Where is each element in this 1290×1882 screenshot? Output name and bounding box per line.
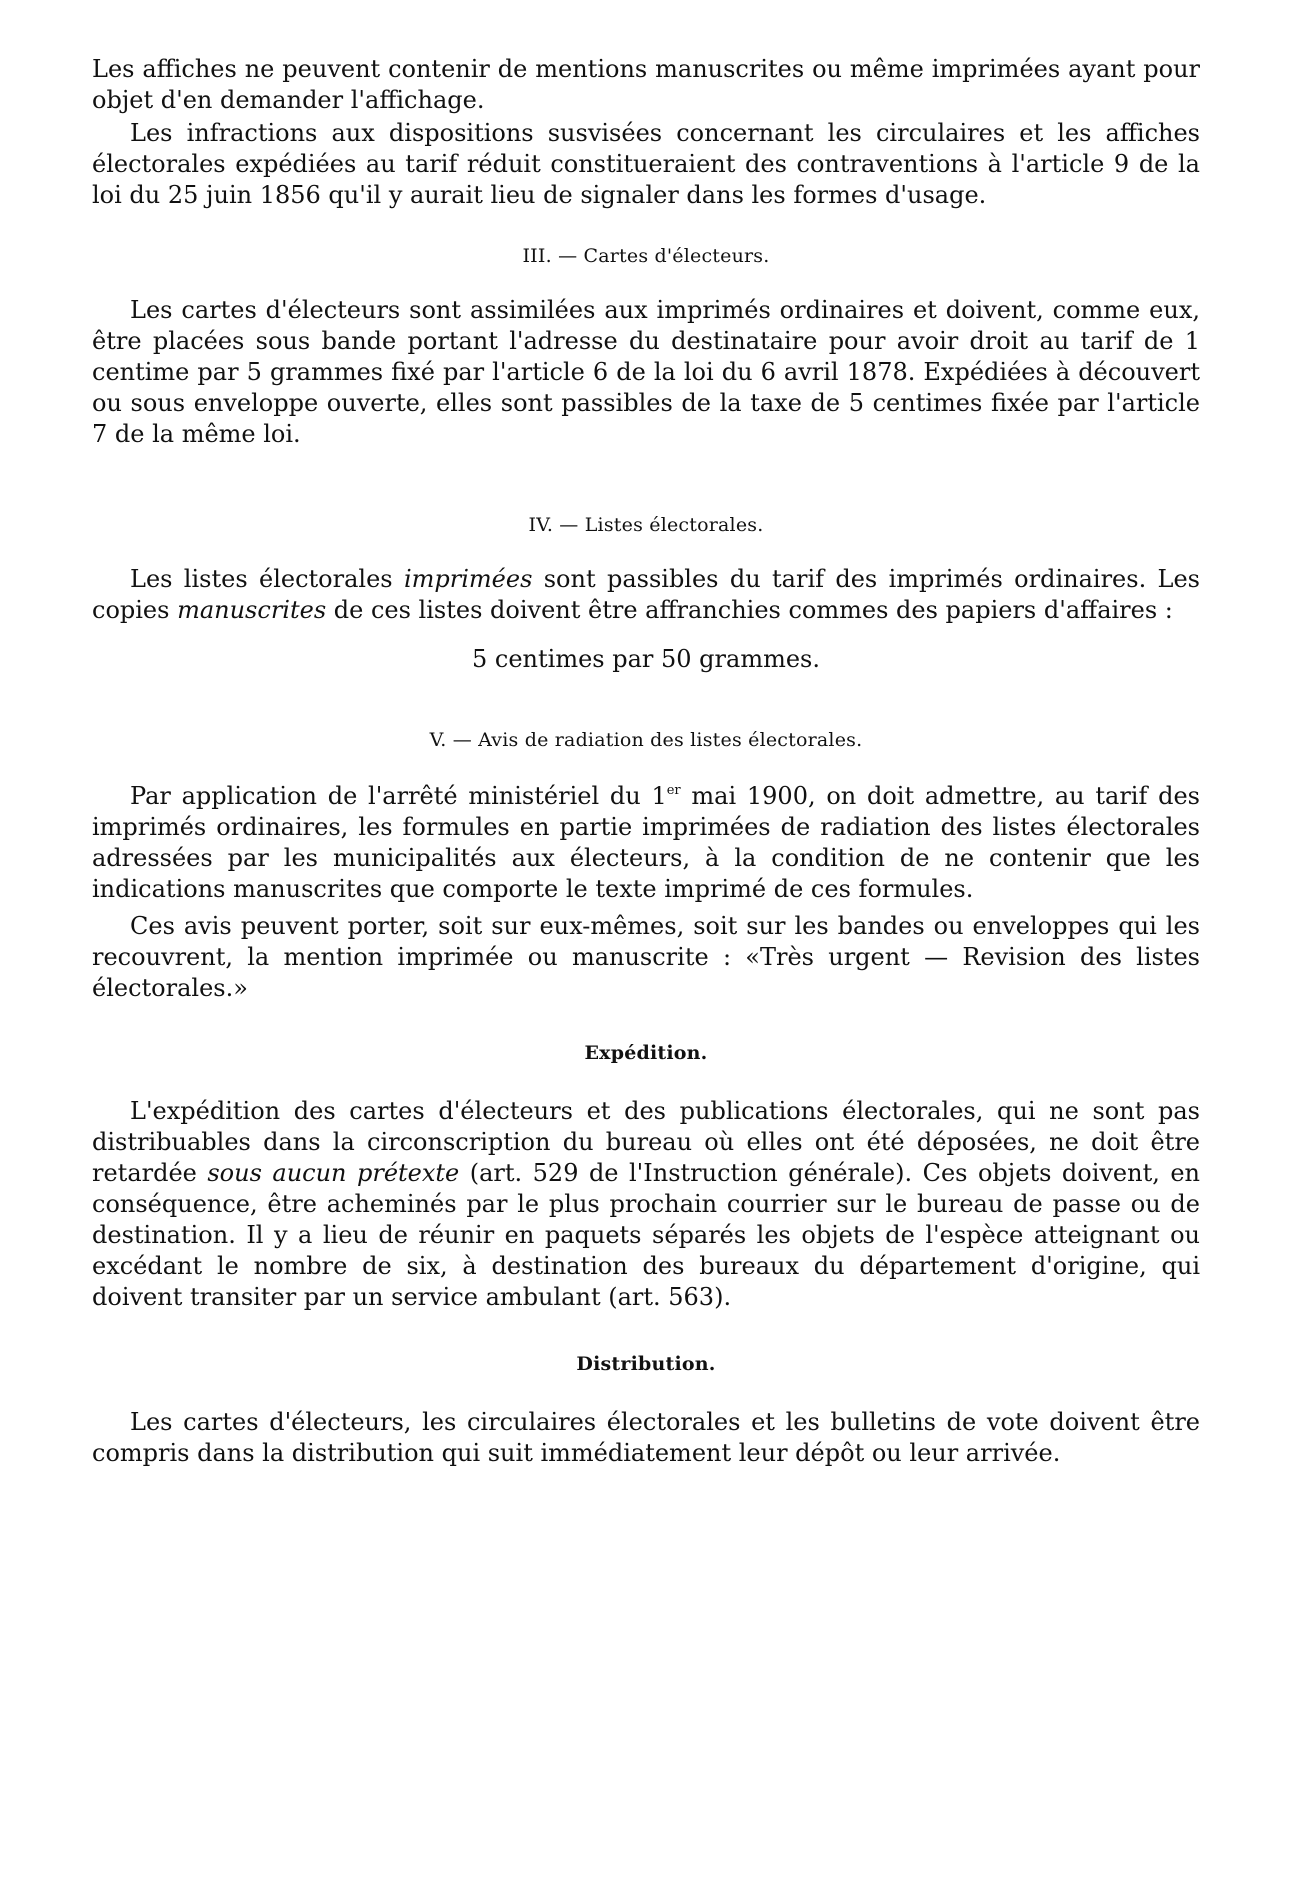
heading-avis-radiation: V. — Avis de radiation des listes électorales. (429, 729, 863, 751)
emphasis-manuscrites: manuscrites (177, 596, 327, 624)
emphasis-imprimees: imprimées (403, 565, 533, 593)
text-segment: (art. 529 de l'Instruction générale). Ces objets doivent, en conséquence, être acheminés par le plus prochain courrier sur le bureau de passe ou de destination. Il y a lieu de réunir en paquets séparés les objets de l'espèce atteignant ou excédant le nombre de six, à destination des bureaux du département d'origine, qui doivent transiter par un service ambulant (art. 563). (92, 1159, 1201, 1311)
text-segment: mai 1900, on doit admettre, au tarif des imprimés ordinaires, les formules en partie imprimées de radiation des listes électorales adressées par les municipalités aux électeurs, à la condition de ne contenir que les indications manuscrites que comporte le texte imprimé de ces formules. (92, 782, 1200, 903)
paragraph-cartes-electeurs: Les cartes d'électeurs sont assimilées aux imprimés ordinaires et doivent, comme eux, être placées sous bande portant l'adresse du destinataire pour avoir droit au tarif de 1 centime par 5 grammes fixé par l'article 6 de la loi du 6 avril 1878. Expédiées à découvert ou sous enveloppe ouverte, elles sont passibles de la taxe de 5 centimes fixée par l'article 7 de la même loi. (92, 296, 1200, 448)
superscript-er: er (666, 783, 681, 798)
text-segment: L'expédition des cartes d'électeurs et des publications électorales, qui ne sont pas distribuables dans la circonscription du bureau où elles ont été déposées, ne doit être retardée (92, 1097, 1200, 1187)
text-segment: sont passibles du tarif des imprimés ordinaires. Les copies (92, 565, 1201, 624)
paragraph-listes-electorales (92, 564, 1200, 626)
paragraph-mention-urgent: Ces avis peuvent porter, soit sur eux-mêmes, soit sur les bandes ou enveloppes qui les recouvrent, la mention imprimée ou manuscrite : «Très urgent — Revision des listes électorales.» (92, 912, 1200, 1002)
text-segment: Les listes électorales (130, 565, 404, 593)
heading-expedition: Expédition. (584, 1042, 708, 1064)
paragraph-distribution: Les cartes d'électeurs, les circulaires électorales et les bulletins de vote doivent être compris dans la distribution qui suit immédiatement leur dépôt ou leur arrivée. (92, 1408, 1200, 1467)
paragraph-affiches: Les affiches ne peuvent contenir de mentions manuscrites ou même imprimées ayant pour objet d'en demander l'affichage. (92, 55, 1200, 114)
heading-distribution: Distribution. (576, 1353, 716, 1375)
text-segment: de ces listes doivent être affranchies commes des papiers d'affaires : (326, 596, 1173, 624)
text-segment: Par application de l'arrêté ministériel du 1 (130, 782, 667, 810)
heading-cartes-electeurs: III. — Cartes d'électeurs. (522, 245, 770, 267)
paragraph-expedition (92, 1096, 1200, 1313)
rate-line: 5 centimes par 50 grammes. (472, 645, 820, 673)
heading-listes-electorales: IV. — Listes électorales. (528, 514, 764, 536)
paragraph-avis-radiation (92, 781, 1200, 905)
emphasis-sous-aucun-pretexte: sous aucun prétexte (207, 1159, 460, 1187)
paragraph-infractions: Les infractions aux dispositions susvisées concernant les circulaires et les affiches électorales expédiées au tarif réduit constitueraient des contraventions à l'article 9 de la loi du 25 juin 1856 qu'il y aurait lieu de signaler dans les formes d'usage. (92, 119, 1200, 209)
